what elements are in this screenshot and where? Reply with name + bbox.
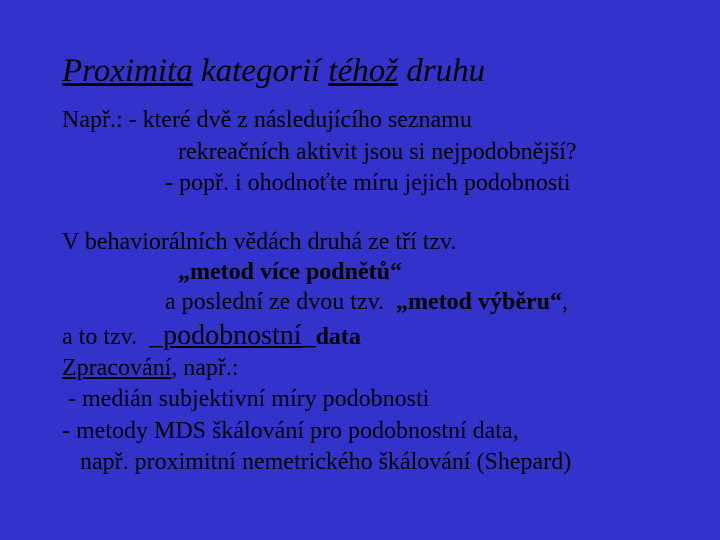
slide-title — [62, 55, 485, 88]
method-line-3-comma: , — [562, 289, 569, 315]
method-line-3-text: a poslední ze dvou tzv. — [165, 289, 397, 315]
processing-line-4: např. proximitní nemetrického škálování (Shepard) — [80, 449, 572, 475]
example-line-2: rekreačních aktivit jsou si nejpodobnější? — [178, 139, 577, 165]
method-line-1: V behaviorálních vědách druhá ze tří tzv. — [62, 229, 457, 255]
processing-heading-rest: , např.: — [171, 355, 239, 381]
processing-line-1 — [62, 356, 239, 380]
method-line-3-bold: „metod výběru“ — [396, 289, 563, 315]
method-line-4-blank-pre: _ — [149, 320, 164, 351]
processing-heading: Zpracování — [62, 355, 172, 381]
title-word-tehoz: téhož — [328, 53, 399, 89]
processing-line-3: - metody MDS škálování pro podobnostní data, — [62, 418, 519, 444]
title-word-kategorii: kategorií — [192, 53, 329, 89]
example-line-3: - popř. i ohodnoťte míru jejich podobnosti — [165, 170, 571, 196]
method-line-4-prefix: a to tzv. — [62, 324, 150, 350]
answer-podobnostni: podobnostní — [163, 320, 302, 351]
example-line-1: Např.: - které dvě z následujícího seznamu — [62, 107, 472, 133]
method-line-4 — [62, 322, 361, 350]
method-line-4-data: data — [315, 324, 361, 350]
processing-line-2: - medián subjektivní míry podobnosti — [62, 386, 430, 412]
method-line-3 — [165, 290, 568, 314]
title-word-proximita: Proximita — [62, 53, 193, 89]
method-line-4-blank-post: _ — [301, 320, 316, 351]
method-line-2: „metod více podnětů“ — [178, 259, 402, 285]
title-word-druhu: druhu — [398, 53, 486, 89]
